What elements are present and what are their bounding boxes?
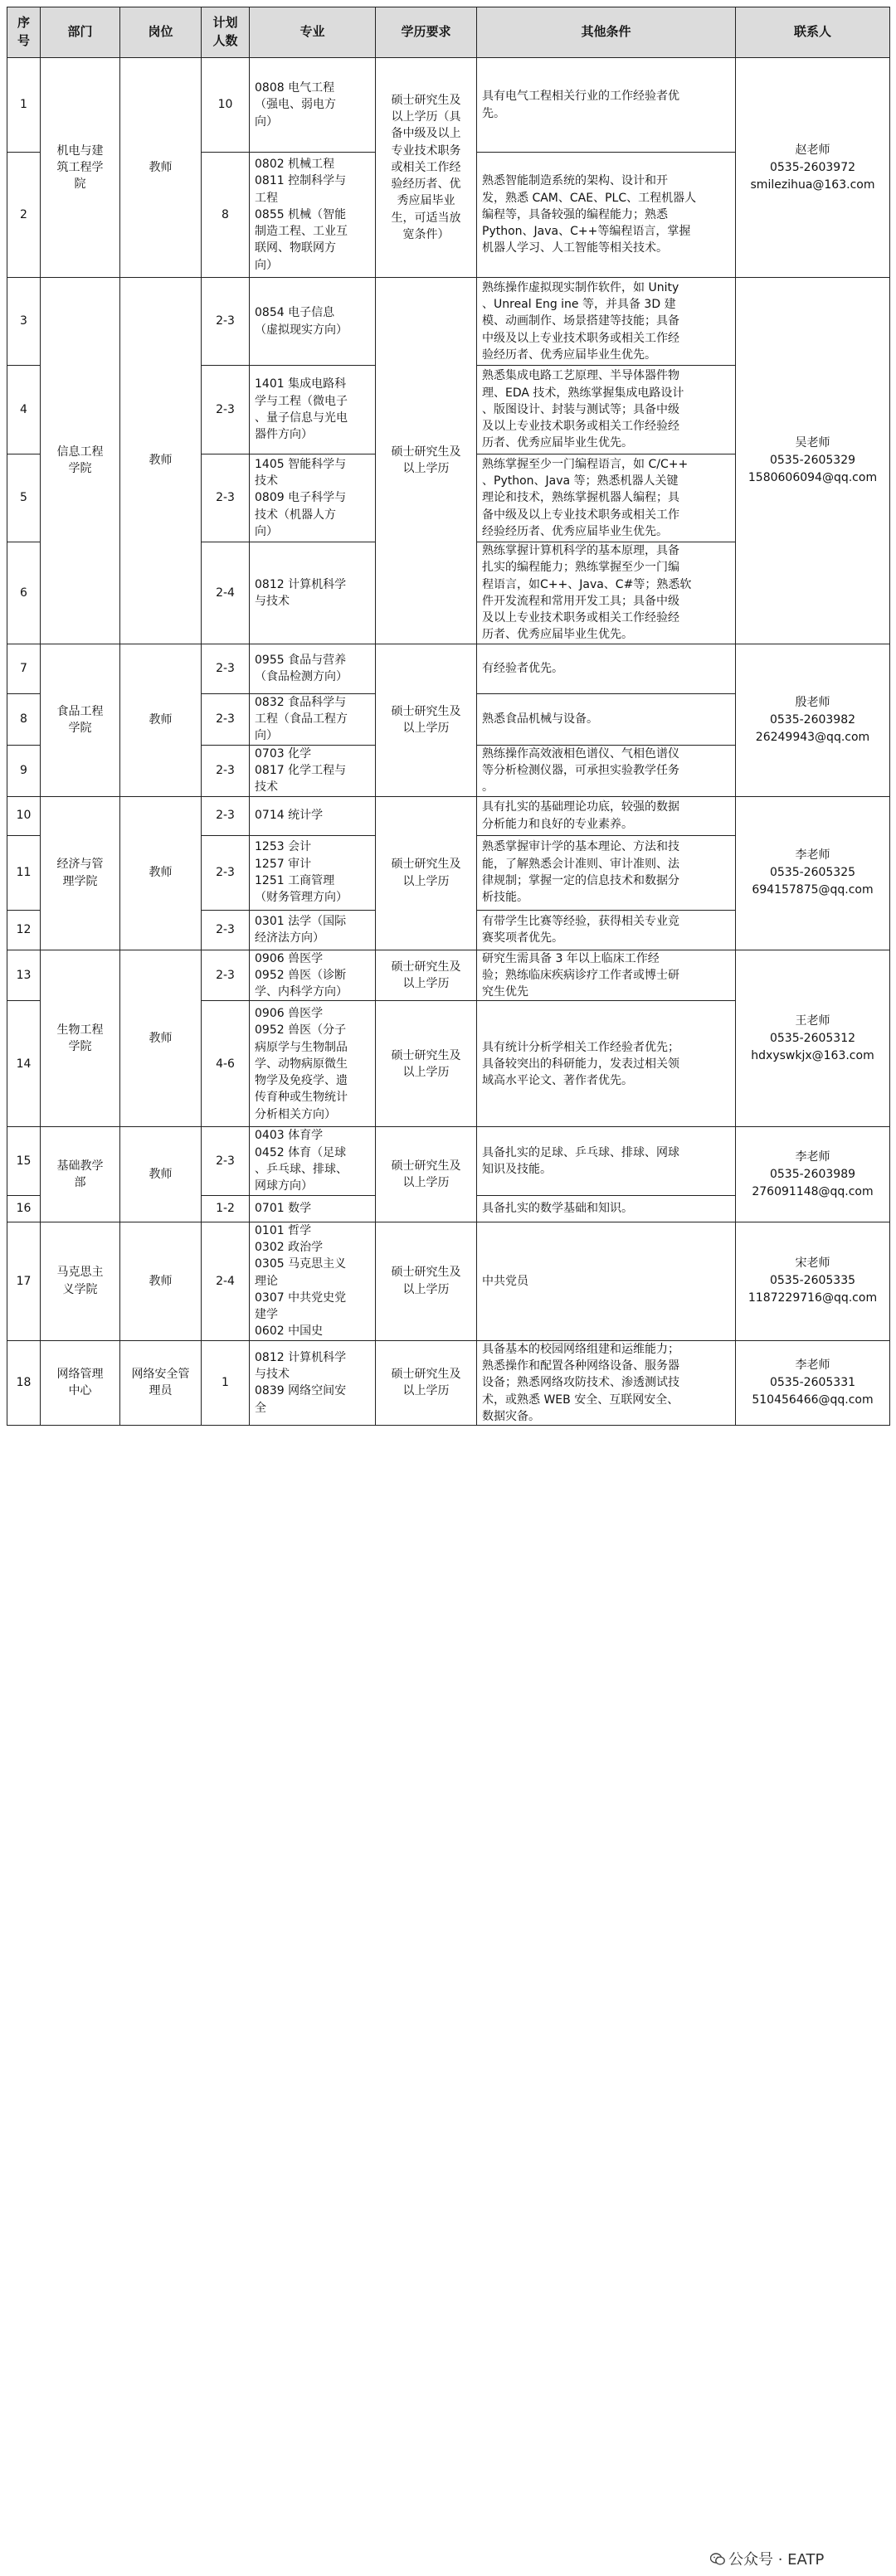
other-conditions-cell: 熟练操作高效液相色谱仪、气相色谱仪 等分析检测仪器，可承担实验教学任务 。 [477,745,736,796]
department-cell: 食品工程 学院 [41,644,120,796]
contact-cell [736,950,890,1127]
other-conditions-cell: 具备扎实的足球、乒乓球、排球、网球 知识及技能。 [477,1127,736,1195]
contact-email: 510456466@qq.com [752,1392,874,1407]
major-cell: 0955 食品与营养 （食品检测方向） [250,644,376,693]
major-cell: 0812 计算机科学 与技术 0839 网络空间安 全 [250,1340,376,1425]
major-cell: 0832 食品科学与 工程（食品工程方 向） [250,693,376,745]
table-row [7,796,890,835]
table-row [7,1222,890,1340]
table-row [7,1127,890,1195]
row-number: 13 [7,950,41,1001]
education-cell: 硕士研究生及 以上学历 [376,278,477,644]
plan-count-cell: 8 [202,153,250,278]
major-cell: 0714 统计学 [250,796,376,835]
recruitment-table-sheet [7,7,889,1426]
contact-cell [736,58,890,278]
major-cell: 1405 智能科学与 技术 0809 电子科学与 技术（机器人方 向） [250,454,376,542]
contact-phone: 0535-2603989 [769,1167,856,1181]
major-cell: 0701 数学 [250,1195,376,1222]
other-conditions-cell: 熟练掌握至少一门编程语言，如 C/C++ 、Python、Java 等；熟悉机器人关键 理论和技术，熟练掌握机器人编程；具 备中级及以上专业技术职务或相关工作 经验经历者、优秀应届毕业生优先。 [477,454,736,542]
other-conditions-cell: 熟悉掌握审计学的基本理论、方法和技 能，了解熟悉会计准则、审计准则、法 律规制；掌握一定的信息技术和数据分 析技能。 [477,835,736,910]
department-cell: 机电与建 筑工程学 院 [41,58,120,278]
table-row [7,278,890,366]
plan-count-cell: 2-3 [202,366,250,454]
major-cell: 0812 计算机科学 与技术 [250,542,376,644]
contact-name: 王老师 [795,1013,830,1028]
row-number: 1 [7,58,41,153]
education-cell: 硕士研究生及 以上学历 [376,796,477,950]
contact-name: 宋老师 [795,1256,830,1271]
watermark-text: 公众号 · EATP [728,2551,825,2569]
header-no: 序 号 [7,7,41,58]
other-conditions-cell: 具有扎实的基础理论功底，较强的数据 分析能力和良好的专业素养。 [477,796,736,835]
row-number: 18 [7,1340,41,1425]
post-cell: 教师 [120,1127,202,1222]
wechat-icon [710,2553,725,2566]
contact-cell [736,1222,890,1340]
table-row [7,950,890,1001]
other-conditions-cell: 熟悉智能制造系统的架构、设计和开 发，熟悉 CAM、CAE、PLC、工程机器人 编程等，具备较强的编程能力；熟悉 Python、Java、C++等编程语言，掌握 机器人学习、人工智能等相关技术。 [477,153,736,278]
contact-email: 1580606094@qq.com [747,470,878,484]
department-cell: 网络管理 中心 [41,1340,120,1425]
plan-count-cell: 2-3 [202,278,250,366]
row-number: 12 [7,910,41,950]
major-cell: 0906 兽医学 0952 兽医（诊断 学、内科学方向） [250,950,376,1001]
contact-phone: 0535-2605335 [769,1274,856,1288]
plan-count-cell: 2-3 [202,454,250,542]
header-plan: 计划 人数 [202,7,250,58]
table-row [7,1340,890,1425]
major-cell: 0101 哲学 0302 政治学 0305 马克思主义 理论 0307 中共党史党 建学 0602 中国史 [250,1222,376,1340]
contact-cell [736,644,890,796]
major-cell: 1401 集成电路科 学与工程（微电子 、量子信息与光电 器件方向） [250,366,376,454]
major-cell: 0403 体育学 0452 体育（足球 、乒乓球、排球、 网球方向） [250,1127,376,1195]
other-conditions-cell: 熟悉食品机械与设备。 [477,693,736,745]
other-conditions-cell: 熟悉集成电路工艺原理、半导体器件物 理、EDA 技术，熟练掌握集成电路设计 、版图设计、封装与测试等；具备中级 及以上专业技术职务或相关工作经验经 历者、优秀应届毕业生优先。 [477,366,736,454]
plan-count-cell: 10 [202,58,250,153]
post-cell: 教师 [120,58,202,278]
header-major: 专业 [250,7,376,58]
row-number: 7 [7,644,41,693]
watermark [705,2546,829,2571]
education-cell: 硕士研究生及 以上学历 [376,1127,477,1222]
contact-phone: 0535-2603972 [769,160,856,174]
post-cell: 教师 [120,796,202,950]
plan-count-cell: 2-3 [202,693,250,745]
post-cell: 教师 [120,1222,202,1340]
contact-email: 276091148@qq.com [752,1184,874,1198]
row-number: 10 [7,796,41,835]
contact-name: 吴老师 [795,435,830,450]
education-cell: 硕士研究生及 以上学历 [376,644,477,796]
other-conditions-cell: 中共党员 [477,1222,736,1340]
other-conditions-cell: 熟练操作虚拟现实制作软件，如 Unity 、Unreal Eng ine 等，并具备 3D 建 模、动画制作、场景搭建等技能；具备 中级及以上专业技术职务或相关工作经 验经历者、优秀应届毕业生优先。 [477,278,736,366]
table-row [7,644,890,693]
contact-name: 殷老师 [795,695,830,709]
row-number: 6 [7,542,41,644]
post-cell: 教师 [120,950,202,1127]
row-number: 4 [7,366,41,454]
contact-phone: 0535-2605325 [769,866,856,880]
education-cell: 硕士研究生及 以上学历 [376,1222,477,1340]
table-body [7,58,890,1426]
contact-email: 26249943@qq.com [755,730,870,744]
department-cell: 生物工程 学院 [41,950,120,1127]
row-number: 14 [7,1001,41,1127]
contact-name: 李老师 [795,1149,830,1164]
post-cell: 网络安全管 理员 [120,1340,202,1425]
contact-phone: 0535-2603982 [769,712,856,727]
major-cell: 0802 机械工程 0811 控制科学与 工程 0855 机械（智能 制造工程、工业互 联网、物联网方 向） [250,153,376,278]
plan-count-cell: 2-3 [202,745,250,796]
plan-count-cell: 2-3 [202,1127,250,1195]
header-other: 其他条件 [477,7,736,58]
other-conditions-cell: 具有电气工程相关行业的工作经验者优 先。 [477,58,736,153]
contact-cell [736,796,890,950]
header-dept: 部门 [41,7,120,58]
major-cell: 0703 化学 0817 化学工程与 技术 [250,745,376,796]
other-conditions-cell: 具备扎实的数学基础和知识。 [477,1195,736,1222]
education-cell: 硕士研究生及 以上学历 [376,950,477,1001]
other-conditions-cell: 有带学生比赛等经验，获得相关专业竞 赛奖项者优先。 [477,910,736,950]
plan-count-cell: 2-3 [202,835,250,910]
post-cell: 教师 [120,278,202,644]
plan-count-cell: 2-3 [202,950,250,1001]
plan-count-cell: 1-2 [202,1195,250,1222]
contact-phone: 0535-2605312 [769,1031,856,1045]
row-number: 11 [7,835,41,910]
row-number: 9 [7,745,41,796]
row-number: 15 [7,1127,41,1195]
other-conditions-cell: 研究生需具备 3 年以上临床工作经 验；熟练临床疾病诊疗工作者或博士研 究生优先 [477,950,736,1001]
plan-count-cell: 2-3 [202,796,250,835]
post-cell: 教师 [120,644,202,796]
department-cell: 经济与管 理学院 [41,796,120,950]
contact-phone: 0535-2605329 [769,453,856,467]
plan-count-cell: 1 [202,1340,250,1425]
contact-phone: 0535-2605331 [769,1375,856,1389]
row-number: 16 [7,1195,41,1222]
department-cell: 信息工程 学院 [41,278,120,644]
education-cell: 硕士研究生及 以上学历 [376,1340,477,1425]
department-cell: 马克思主 义学院 [41,1222,120,1340]
header-post: 岗位 [120,7,202,58]
row-number: 5 [7,454,41,542]
major-cell: 1253 会计 1257 审计 1251 工商管理 （财务管理方向） [250,835,376,910]
major-cell: 0854 电子信息 （虚拟现实方向） [250,278,376,366]
contact-email: 694157875@qq.com [752,883,874,897]
contact-name: 李老师 [795,1358,830,1372]
header-edu: 学历要求 [376,7,477,58]
plan-count-cell: 4-6 [202,1001,250,1127]
row-number: 8 [7,693,41,745]
education-cell: 硕士研究生及 以上学历 [376,1001,477,1127]
contact-email: hdxyswkjx@163.com [751,1048,874,1062]
header-contact: 联系人 [736,7,890,58]
other-conditions-cell: 有经验者优先。 [477,644,736,693]
contact-cell [736,278,890,644]
recruitment-table [7,7,890,1426]
table-header-row [7,7,890,58]
contact-email: smilezihua@163.com [750,177,875,192]
plan-count-cell: 2-3 [202,644,250,693]
row-number: 2 [7,153,41,278]
row-number: 17 [7,1222,41,1340]
contact-email: 1187229716@qq.com [747,1291,878,1305]
major-cell: 0808 电气工程 （强电、弱电方 向） [250,58,376,153]
row-number: 3 [7,278,41,366]
other-conditions-cell: 具备基本的校园网络组建和运维能力； 熟悉操作和配置各种网络设备、服务器 设备；熟悉网络攻防技术、渗透测试技 术，或熟悉 WEB 安全、互联网安全、 数据灾备。 [477,1340,736,1425]
major-cell: 0301 法学（国际 经济法方向） [250,910,376,950]
contact-cell [736,1127,890,1222]
department-cell: 基础教学 部 [41,1127,120,1222]
contact-cell [736,1340,890,1425]
other-conditions-cell: 具有统计分析学相关工作经验者优先； 具备较突出的科研能力，发表过相关领 域高水平论文、著作者优先。 [477,1001,736,1127]
other-conditions-cell: 熟练掌握计算机科学的基本原理，具备 扎实的编程能力；熟练掌握至少一门编 程语言，如C++、Java、C#等；熟悉软 件开发流程和常用开发工具；具备中级 及以上专业技术职务或相关工作经验经 历者、优秀应届毕业生优先。 [477,542,736,644]
table-row [7,58,890,153]
plan-count-cell: 2-3 [202,910,250,950]
education-cell: 硕士研究生及 以上学历（具 备中级及以上 专业技术职务 或相关工作经 验经历者、优 秀应届毕业 生，可适当放 宽条件） [376,58,477,278]
contact-name: 赵老师 [795,143,830,157]
major-cell: 0906 兽医学 0952 兽医（分子 病原学与生物制品 学、动物病原微生 物学及免疫学、遗 传育种或生物统计 分析相关方向） [250,1001,376,1127]
contact-name: 李老师 [795,848,830,863]
plan-count-cell: 2-4 [202,542,250,644]
plan-count-cell: 2-4 [202,1222,250,1340]
